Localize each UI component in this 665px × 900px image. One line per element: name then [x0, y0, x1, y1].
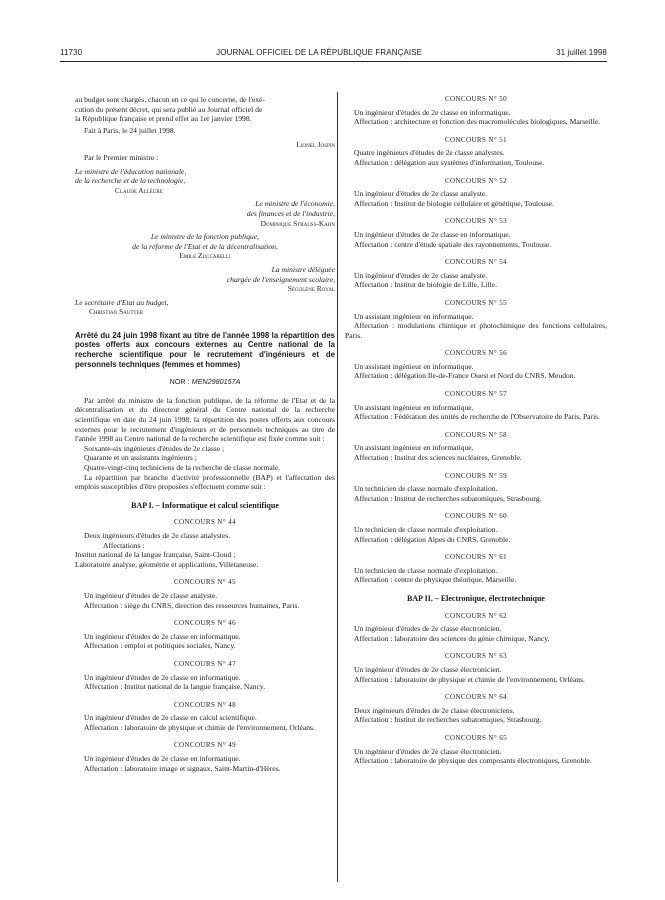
- concours-title: CONCOURS N° 61: [444, 553, 508, 562]
- concours-affectation: Affectation : Institut de biologie cellulaire et génétique, Toulouse.: [354, 198, 554, 208]
- concours-affectation: Affectation : laboratoire de physique et chimie de l'environnement, Orléans.: [354, 674, 585, 684]
- intro-line: au budget sont chargés, chacun en ce qui le concerne, de l'exé-: [75, 95, 265, 104]
- concours-block: [75, 518, 335, 569]
- concours-block: [345, 431, 607, 463]
- concours-block: [345, 553, 607, 585]
- concours-title: CONCOURS N° 54: [444, 258, 508, 267]
- arrete-body: Par arrêté du ministre de la fonction publique, de la réforme de l'Etat et de la décentralisation et du directeur général du Centre national de la recherche scientifique en date du 24 juin 1998, la répartition des postes offerts aux concours externes pour le recrutement d'ingénieurs et de personnels techniques au titre de l'année 1998 au Centre national de la recherche scientifique est fixée comme suit :: [75, 395, 335, 444]
- par-le-premier-ministre: Par le Premier ministre :: [84, 152, 159, 162]
- concours-title: CONCOURS N° 45: [173, 578, 237, 587]
- concours-affectation: Affectation : délégation Alpes du CNRS, Grenoble.: [354, 534, 511, 544]
- column-divider: [337, 92, 338, 882]
- concours-affectation: Affectation : laboratoire image et signaux, Saint-Martin-d'Hères.: [84, 763, 281, 773]
- concours-title: CONCOURS N° 48: [173, 700, 237, 709]
- bap-heading: BAP II. – Electronique, électrotechnique: [407, 593, 545, 603]
- concours-line: Deux ingénieurs d'études de 2e classe électroniciens.: [354, 705, 515, 715]
- minister-name: Emile Zuccarelli: [179, 251, 231, 261]
- concours-affectation: Affectation : Institut de recherches subatomiques, Strasbourg.: [354, 493, 542, 503]
- concours-line: Un ingénieur d'études de 2e classe en informatique.: [84, 672, 241, 682]
- bap-heading: BAP I. – Informatique et calcul scientifique: [131, 500, 279, 510]
- concours-line: Un ingénieur d'études de 2e classe en informatique.: [354, 107, 511, 117]
- nor-reference: [75, 377, 335, 387]
- intro-text: [75, 95, 335, 124]
- concours-affectation: Affectation : laboratoire des sciences du génie chimique, Nancy.: [354, 633, 550, 643]
- concours-affectation: Affectation : emploi et politiques sociales, Nancy.: [84, 641, 236, 651]
- minister-block: [75, 199, 335, 228]
- concours-title: CONCOURS N° 53: [444, 217, 508, 226]
- minister-name: Dominique Strauss-Kahn: [260, 218, 335, 228]
- concours-block: [345, 390, 607, 422]
- concours-affectation: Affectation : Institut de biologie de Lille, Lille.: [354, 280, 498, 290]
- concours-block: [75, 578, 335, 610]
- repartition-text: La répartition par branche d'activité professionnelle (BAP) et l'affectation des emplois susceptibles d'être proposées s'effectuent comme suit :: [75, 472, 335, 492]
- list-item: Soixante-six ingénieurs d'études de 2e classe ;: [84, 443, 225, 453]
- concours-affectation: Affectation : laboratoire de physique et chimie de l'environnement, Orléans.: [84, 722, 315, 732]
- concours-title: CONCOURS N° 59: [444, 471, 508, 480]
- minister-title: Le ministre de l'éducation nationale,: [75, 166, 187, 176]
- nor-code: MEN2980157A: [191, 377, 241, 387]
- journal-title: JOURNAL OFFICIEL DE LA RÉPUBLIQUE FRANÇAISE: [216, 48, 423, 57]
- intro-line: la République française et prend effet au 1er janvier 1998.: [75, 114, 252, 124]
- concours-affectation: Affectation : centre de physique théorique, Marseille.: [354, 575, 517, 585]
- concours-line: Un technicien de classe normale d'exploitation.: [354, 484, 498, 494]
- minister-block: [75, 298, 335, 317]
- concours-title: CONCOURS N° 64: [444, 693, 508, 702]
- concours-line: Un ingénieur d'études de 2e classe en informatique.: [354, 229, 511, 239]
- concours-title: CONCOURS N° 47: [173, 659, 237, 668]
- concours-line: Un ingénieur d'études de 2e classe en informatique.: [84, 631, 241, 641]
- concours-block: [345, 258, 607, 290]
- minister-block: [75, 232, 335, 261]
- concours-affectation: Affectation : siège du CNRS, direction des ressources humaines, Paris.: [84, 600, 300, 610]
- minister-title: de la réforme de l'Etat et de la décentralisation,: [132, 241, 278, 251]
- concours-affectation: Affectation : délégation Ile-de-France Ouest et Nord du CNRS, Meudon.: [354, 371, 576, 381]
- arrete-title: Arrêté du 24 juin 1998 fixant au titre de l'année 1998 la répartition des postes offerts aux concours externes au Centre national de la recherche scientifique pour le recrutement d'ingénieurs et de personnels techniques (femmes et hommes): [75, 330, 335, 369]
- concours-line: Un ingénieur d'études de 2e classe électronicien.: [354, 746, 502, 756]
- concours-line: Un ingénieur d'études de 2e classe analyste.: [354, 270, 488, 280]
- concours-line: Un assistant ingénieur en informatique.: [354, 361, 474, 371]
- concours-line: Un assistant ingénieur en informatique.: [354, 443, 474, 453]
- concours-line: Deux ingénieurs d'études de 2e classe analystes.: [84, 530, 231, 540]
- minister-name: Christian Sautter: [89, 307, 143, 317]
- concours-line: Un assistant ingénieur en informatique.: [354, 311, 474, 321]
- list-item: Quarante et un assistants ingénieurs ;: [84, 453, 197, 463]
- concours-block: [75, 660, 335, 692]
- right-column: [345, 95, 607, 775]
- concours-title: CONCOURS N° 60: [444, 512, 508, 521]
- concours-title: CONCOURS N° 65: [444, 733, 508, 742]
- affectations-label: Affectations :: [103, 540, 145, 550]
- minister-title: Le ministre de la fonction publique,: [150, 232, 260, 242]
- minister-title: Le ministre de l'économie,: [255, 199, 335, 209]
- concours-block: [345, 217, 607, 249]
- page-number: 11730: [60, 48, 83, 57]
- affectation-item: Institut national de la langue française, Saint-Cloud ;: [75, 550, 236, 560]
- concours-affectation: Affectation : Institut national de la langue française, Nancy.: [84, 682, 266, 692]
- concours-title: CONCOURS N° 51: [444, 135, 508, 144]
- concours-block: [75, 619, 335, 651]
- minister-title: Le secrétaire d'Etat au budget,: [75, 297, 169, 307]
- concours-affectation: Affectation : centre d'étude spatiale des rayonnements, Toulouse.: [354, 239, 552, 249]
- left-column: [75, 95, 335, 782]
- minister-name: Ségolène Royal: [287, 284, 335, 294]
- minister-block: [75, 265, 335, 294]
- minister-title: de la recherche et de la technologie,: [75, 176, 186, 186]
- concours-block: [345, 95, 607, 127]
- concours-affectation: Affectation : laboratoire de physique des composants électroniques, Grenoble.: [354, 756, 592, 766]
- minister-title: chargée de l'enseignement scolaire,: [226, 274, 335, 284]
- concours-block: [75, 741, 335, 773]
- concours-title: CONCOURS N° 62: [444, 611, 508, 620]
- concours-title: CONCOURS N° 55: [444, 298, 508, 307]
- concours-affectation: Affectation : Fédération des unités de recherche de l'Observatoire de Paris, Paris.: [354, 412, 601, 422]
- concours-line: Un ingénieur d'études de 2e classe électronicien.: [354, 624, 502, 634]
- concours-block: [345, 734, 607, 766]
- concours-block: [345, 612, 607, 644]
- concours-line: Un ingénieur d'études de 2e classe en calcul scientifique.: [84, 713, 257, 723]
- concours-line: Un ingénieur d'études de 2e classe analyste.: [354, 189, 488, 199]
- concours-title: CONCOURS N° 52: [444, 176, 508, 185]
- header-rule: [60, 61, 607, 62]
- fait-a-paris: Fait à Paris, le 24 juillet 1998.: [84, 125, 176, 135]
- minister-title: des finances et de l'industrie,: [246, 208, 335, 218]
- nor-label: NOR :: [169, 377, 190, 387]
- intro-line: cution du présent décret, qui sera publié au Journal officiel de: [75, 104, 263, 114]
- concours-title: CONCOURS N° 50: [444, 95, 508, 103]
- concours-title: CONCOURS N° 44: [173, 518, 237, 527]
- concours-title: CONCOURS N° 49: [173, 741, 237, 750]
- concours-block: [345, 136, 607, 168]
- concours-affectation: Affectation : Institut des sciences nucléaires, Grenoble.: [354, 453, 522, 463]
- affectation-item: Laboratoire analyse, géométrie et applications, Villetaneuse.: [75, 559, 259, 569]
- concours-block: [345, 652, 607, 684]
- issue-date: 31 juillet 1998: [556, 48, 607, 57]
- concours-block: [345, 693, 607, 725]
- concours-title: CONCOURS N° 57: [444, 390, 508, 399]
- concours-title: CONCOURS N° 46: [173, 619, 237, 628]
- concours-line: Un assistant ingénieur en informatique.: [354, 402, 474, 412]
- concours-line: Un technicien de classe normale d'exploitation.: [354, 525, 498, 534]
- concours-line: Un ingénieur d'études de 2e classe électronicien.: [354, 664, 502, 674]
- concours-block: [345, 349, 607, 381]
- concours-block: [345, 177, 607, 209]
- concours-title: CONCOURS N° 63: [444, 652, 508, 661]
- concours-block: [75, 701, 335, 733]
- minister-block: [75, 167, 335, 196]
- concours-line: Quatre ingénieurs d'études de 2e classe analystes.: [354, 148, 505, 158]
- minister-name: Claude Allègre: [115, 185, 163, 195]
- concours-affectation: Affectation : architecture et fonction des macromolécules biologiques, Marseille.: [354, 117, 601, 127]
- concours-block: [345, 299, 607, 340]
- concours-block: [345, 472, 607, 504]
- list-item: Quatre-vingt-cinq techniciens de la recherche de classe normale.: [84, 463, 281, 472]
- concours-affectation: Affectation : modulations chimique et photochimique des fonctions cellulaires, Paris.: [345, 321, 607, 340]
- concours-affectation: Affectation : Institut de recherches subatomiques, Strasbourg.: [354, 715, 542, 725]
- concours-line: Un ingénieur d'études de 2e classe en informatique.: [84, 754, 241, 764]
- concours-title: CONCOURS N° 56: [444, 349, 508, 358]
- concours-affectation: Affectation : délégation aux systèmes d'information, Toulouse.: [354, 157, 545, 167]
- page-header: [60, 48, 607, 57]
- minister-title: La ministre déléguée: [271, 264, 335, 274]
- signatory-pm: Lionel Jospin: [296, 140, 335, 150]
- concours-line: Un technicien de classe normale d'exploitation.: [354, 565, 498, 575]
- concours-line: Un ingénieur d'études de 2e classe analyste.: [84, 590, 218, 600]
- concours-block: [345, 512, 607, 544]
- concours-title: CONCOURS N° 58: [444, 430, 508, 439]
